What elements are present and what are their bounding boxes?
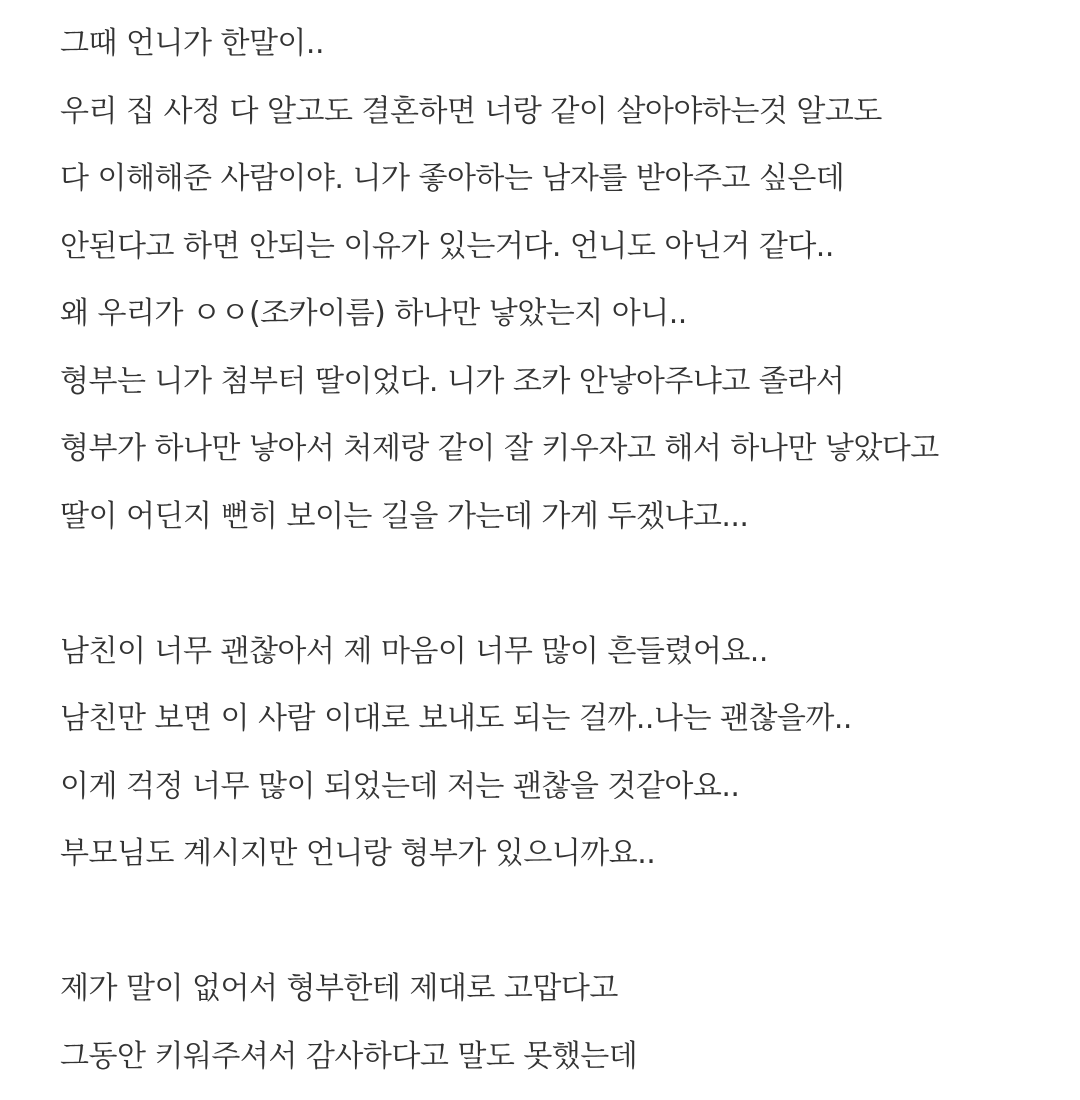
text-line: 형부가 하나만 낳아서 처제랑 같이 잘 키우자고 해서 하나만 낳았다고 — [60, 425, 1060, 493]
paragraph-2 — [60, 628, 1060, 898]
text-line: 이게 걱정 너무 많이 되었는데 저는 괜찮을 것같아요.. — [60, 763, 1060, 831]
text-line: 딸이 어딘지 뻔히 보이는 길을 가는데 가게 두겠냐고... — [60, 493, 1060, 561]
paragraph-1 — [60, 20, 1060, 560]
text-line: 왜 우리가 ㅇㅇ(조카이름) 하나만 낳았는지 아니.. — [60, 290, 1060, 358]
text-line: 남친만 보면 이 사람 이대로 보내도 되는 걸까..나는 괜찮을까.. — [60, 695, 1060, 763]
text-line: 그동안 키워주셔서 감사하다고 말도 못했는데 — [60, 1033, 1060, 1100]
paragraph-spacer — [60, 898, 1060, 966]
paragraph-spacer — [60, 560, 1060, 628]
text-line: 안된다고 하면 안되는 이유가 있는거다. 언니도 아닌거 같다.. — [60, 223, 1060, 291]
document-body — [60, 20, 1060, 1100]
text-line: 남친이 너무 괜찮아서 제 마음이 너무 많이 흔들렸어요.. — [60, 628, 1060, 696]
text-line: 다 이해해준 사람이야. 니가 좋아하는 남자를 받아주고 싶은데 — [60, 155, 1060, 223]
text-line: 제가 말이 없어서 형부한테 제대로 고맙다고 — [60, 965, 1060, 1033]
text-line: 그때 언니가 한말이.. — [60, 20, 1060, 88]
text-line: 형부는 니가 첨부터 딸이었다. 니가 조카 안낳아주냐고 졸라서 — [60, 358, 1060, 426]
text-line: 부모님도 계시지만 언니랑 형부가 있으니까요.. — [60, 830, 1060, 898]
text-line: 우리 집 사정 다 알고도 결혼하면 너랑 같이 살아야하는것 알고도 — [60, 88, 1060, 156]
